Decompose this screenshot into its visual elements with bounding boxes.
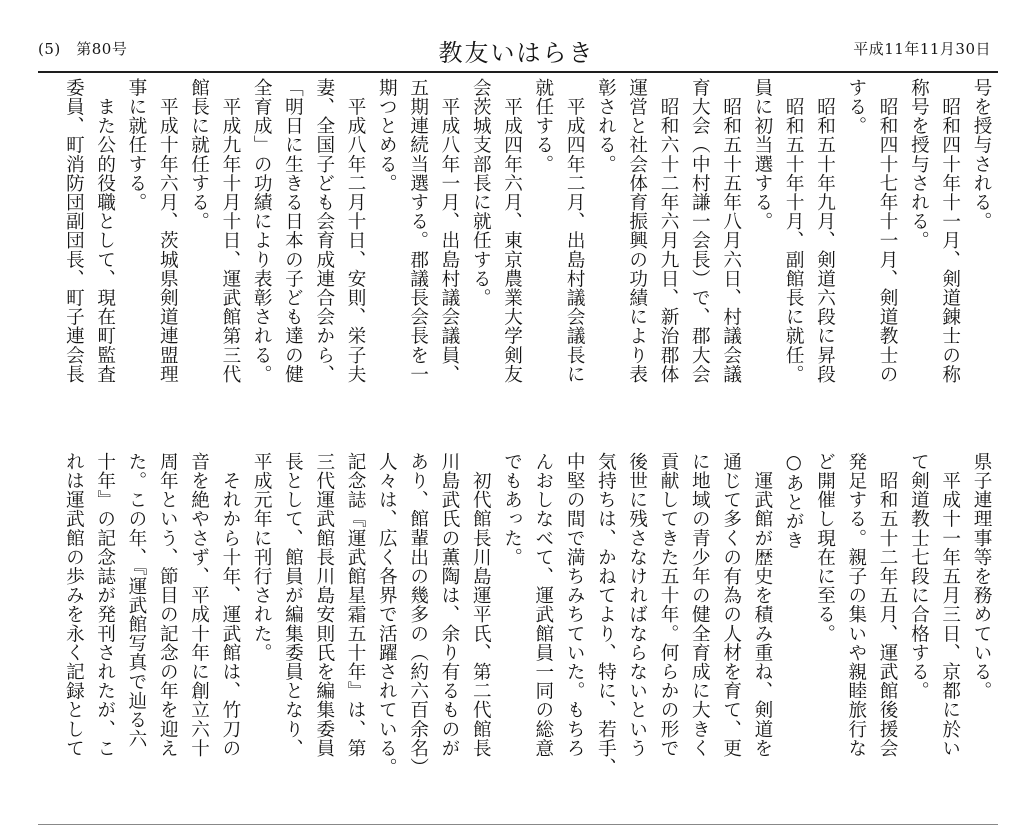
text-column: 委員、町消防団副団長、町子連会長 bbox=[63, 78, 85, 384]
text-column: 通じて多くの有為の人材を育て、更 bbox=[720, 452, 742, 758]
text-column: 平成元年に刊行された。 bbox=[251, 452, 273, 663]
text-column: 昭和四十年十一月、剣道錬士の称 bbox=[939, 78, 961, 384]
text-column: 音を絶やさず、平成十年に創立六十 bbox=[188, 452, 210, 758]
text-column: 十年』の記念誌が発刊されたが、こ bbox=[94, 452, 116, 758]
text-column: でもあった。 bbox=[501, 452, 523, 567]
text-column: あり、館輩出の幾多の（約六百余名） bbox=[407, 452, 429, 777]
article-upper-block bbox=[58, 78, 997, 418]
text-column: 就任する。 bbox=[532, 78, 554, 174]
issue-date: 平成11年11月30日 bbox=[853, 40, 991, 58]
text-column: れは運武館の歩みを永く記録として bbox=[63, 452, 85, 758]
text-column: 周年という、節目の記念の年を迎え bbox=[157, 452, 179, 758]
text-column: 後世に残さなければならないという bbox=[626, 452, 648, 758]
text-column: 運営と社会体育振興の功績により表 bbox=[626, 78, 648, 384]
text-column: 事に就任する。 bbox=[125, 78, 147, 212]
text-column: 昭和五十年十月、副館長に就任。 bbox=[783, 78, 805, 384]
issue-number: (5) 第80号 bbox=[38, 40, 128, 58]
text-column: 館長に就任する。 bbox=[188, 78, 210, 231]
text-column: 昭和五十二年五月、運武館後援会 bbox=[877, 452, 899, 758]
text-column: ど開催し現在に至る。 bbox=[814, 452, 836, 643]
text-column: 「明日に生きる日本の子ども達の健 bbox=[282, 78, 304, 384]
text-column: 川島武氏の薫陶は、余り有るものが bbox=[438, 452, 460, 758]
text-column: 平成十一年五月三日、京都に於い bbox=[939, 452, 961, 758]
article-lower-block bbox=[58, 452, 997, 792]
text-column: 会茨城支部長に就任する。 bbox=[470, 78, 492, 308]
text-column: 長として、館員が編集委員となり、 bbox=[282, 452, 304, 758]
newsletter-title: 教友いはらき bbox=[438, 39, 595, 67]
text-column: 称号を授与される。 bbox=[908, 78, 930, 250]
text-column: 貢献してきた五十年。何らかの形で bbox=[658, 452, 680, 758]
header-rule bbox=[38, 71, 998, 73]
text-column: 平成八年二月十日、安則、栄子夫 bbox=[345, 78, 367, 384]
text-column: 五期連続当選する。郡議長会長を一 bbox=[407, 78, 429, 384]
text-column: 平成四年二月、出島村議会議長に bbox=[564, 78, 586, 384]
text-column: 平成九年十月十日、運武館第三代 bbox=[219, 78, 241, 384]
text-column: 運武館が歴史を積み重ね、剣道を bbox=[751, 452, 773, 758]
text-column: 記念誌『運武館星霜五十年』は、第 bbox=[345, 452, 367, 758]
text-column: 県子連理事等を務めている。 bbox=[971, 452, 992, 701]
text-column: 昭和四十七年十一月、剣道教士の bbox=[877, 78, 899, 384]
text-column: 中堅の間で満ちみちていた。もちろ bbox=[564, 452, 586, 758]
text-column: 妻、全国子ども会育成連合会から、 bbox=[313, 78, 335, 384]
text-column: 平成四年六月、東京農業大学剣友 bbox=[501, 78, 523, 384]
text-column: 平成十年六月、茨城県剣道連盟理 bbox=[157, 78, 179, 384]
text-column: 彰される。 bbox=[595, 78, 617, 174]
text-column: た。この年、『運武館写真で辿る六 bbox=[125, 452, 147, 749]
text-column: 気持ちは、かねてより、特に、若手、 bbox=[595, 452, 617, 777]
text-column: それから十年、運武館は、竹刀の bbox=[219, 452, 241, 758]
text-column: 員に初当選する。 bbox=[751, 78, 773, 231]
text-column: 初代館長川島運平氏、第二代館長 bbox=[470, 452, 492, 758]
text-column: 三代運武館長川島安則氏を編集委員 bbox=[313, 452, 335, 758]
text-column: 平成八年一月、出島村議会議員、 bbox=[438, 78, 460, 384]
text-column: 人々は、広く各界で活躍されている。 bbox=[376, 452, 398, 777]
text-column: 昭和五十年九月、剣道六段に昇段 bbox=[814, 78, 836, 384]
text-column: 号を授与される。 bbox=[971, 78, 992, 231]
text-column: んおしなべて、運武館員一同の総意 bbox=[532, 452, 554, 758]
text-column: て剣道教士七段に合格する。 bbox=[908, 452, 930, 701]
text-column: する。 bbox=[845, 78, 867, 136]
text-column: ○あとがき bbox=[783, 452, 805, 550]
text-column: 昭和五十五年八月六日、村議会議 bbox=[720, 78, 742, 384]
text-column: 全育成」の功績により表彰される。 bbox=[251, 78, 273, 384]
text-column: また公的役職として、現在町監査 bbox=[94, 78, 116, 384]
text-column: に地域の青少年の健全育成に大きく bbox=[689, 452, 711, 758]
text-column: 育大会（中村謙一会長）で、郡大会 bbox=[689, 78, 711, 384]
text-column: 発足する。親子の集いや親睦旅行な bbox=[845, 452, 867, 758]
footer-rule bbox=[38, 824, 998, 825]
text-column: 期つとめる。 bbox=[376, 78, 398, 193]
text-column: 昭和六十二年六月九日、新治郡体 bbox=[658, 78, 680, 384]
